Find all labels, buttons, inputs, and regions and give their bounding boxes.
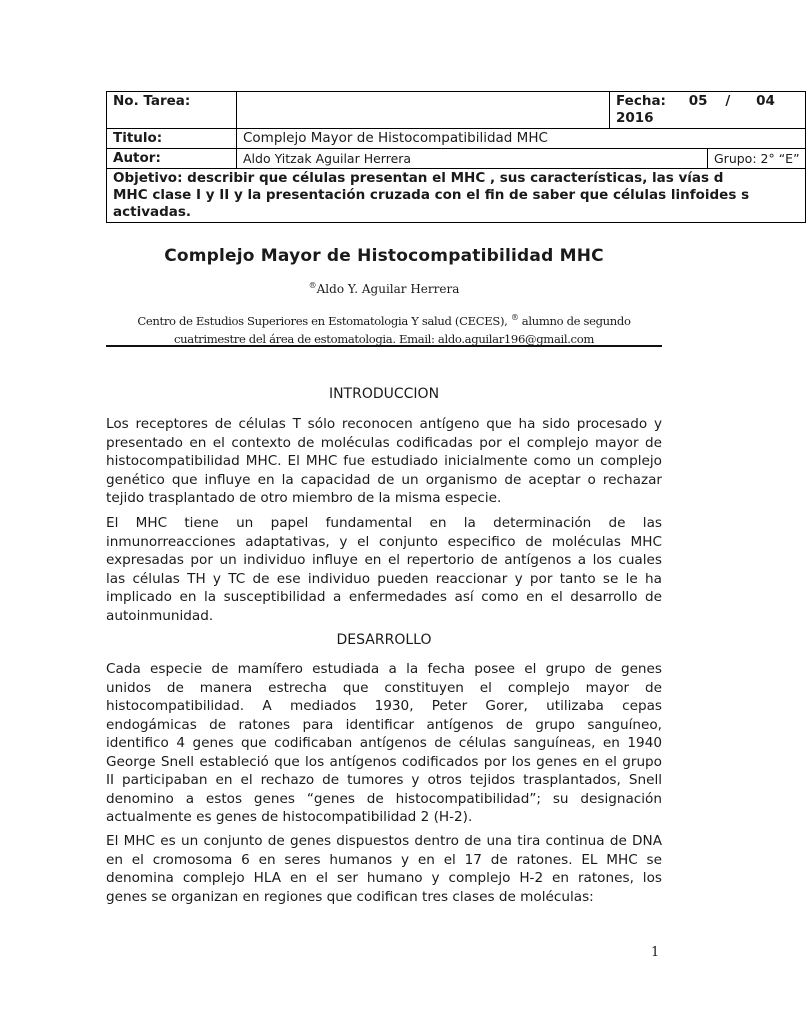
text-line: Cada especie de mamífero estudiada a la fecha posee el grupo de genes: [106, 661, 662, 677]
affiliation-line-1: [106, 309, 662, 330]
titulo-value: Complejo Mayor de Histocompatibilidad MHC: [237, 129, 806, 149]
no-tarea-label: No. Tarea:: [107, 92, 237, 129]
text-line: II participaban en el rechazo de tumores y otros tejidos trasplantados, Snell: [106, 772, 662, 788]
header-row-titulo: [107, 129, 806, 149]
autor-label: Autor:: [107, 149, 237, 169]
text-line: unidos de manera estrecha que constituyen el complejo mayor de: [106, 679, 662, 696]
text-line: genes se organizan en regiones que codifican tres clases de moléculas:: [106, 888, 594, 905]
objetivo-line: MHC clase I y II y la presentación cruzada con el fin de saber que células linfoides s: [113, 187, 750, 203]
objetivo-line: activadas.: [113, 204, 192, 220]
text-line: endogámicas de ratones para identificar antígenos de grupo sanguíneo,: [106, 716, 662, 733]
assignment-header-table: [106, 91, 806, 223]
text-line: inmunorreacciones adaptativas, y el conjunto especifico de moléculas MHC: [106, 533, 662, 550]
text-line: implicado en la susceptibilidad a enfermedades así como en el desarrollo de: [106, 589, 662, 605]
fecha-sep: /: [725, 93, 731, 109]
title-divider: [106, 345, 662, 347]
fecha-month: 04: [756, 93, 775, 109]
header-row-autor: [107, 149, 806, 169]
text-line: denomino a estos genes “genes de histocompatibilidad”; su designación: [106, 790, 662, 807]
text-line: tejido trasplantado de otro miembro de la misma especie.: [106, 490, 502, 506]
intro-paragraph-1: [106, 415, 662, 508]
text-line: histocompatibilidad. A mediados 1930, Peter Gorer, utilizaba cepas: [106, 698, 662, 714]
fecha-day: 05: [688, 93, 708, 109]
no-tarea-value: [237, 92, 610, 129]
affiliation-institution: Centro de Estudios Superiores en Estomatologia Y salud (CECES),: [137, 313, 508, 328]
affiliation-mark: ®: [510, 313, 519, 322]
text-line: denomina complejo HLA en el ser humano y complejo H-2 en ratones, los: [106, 870, 662, 886]
text-line: presentado en el contexto de moléculas codificadas por el complejo mayor de: [106, 434, 662, 451]
fecha-year: 2016: [616, 110, 654, 126]
fecha-cell: [610, 92, 806, 129]
page-number: 1: [651, 945, 660, 960]
introduccion-heading: INTRODUCCION: [328, 386, 440, 402]
text-line: en el cromosoma 6 en seres humanos y en el 17 de ratones. EL MHC se: [106, 851, 662, 868]
author-name: Aldo Y. Aguilar Herrera: [316, 282, 460, 296]
desarrollo-paragraph-2: [106, 832, 662, 906]
text-line: Los receptores de células T sólo reconocen antígeno que ha sido procesado y: [106, 416, 662, 432]
autor-value: Aldo Yitzak Aguilar Herrera: [237, 149, 708, 169]
titulo-label: Titulo:: [107, 129, 237, 149]
affiliation-line-2: cuatrimestre del área de estomatologia. Email: aldo.aguilar196@gmail.com: [174, 331, 594, 346]
header-row-tarea: [107, 92, 806, 129]
author-mark: ®: [308, 281, 317, 290]
grupo-value: Grupo: 2° “E”: [708, 149, 806, 169]
text-line: histocompatibilidad MHC. El MHC fue estudiado inicialmente como un complejo: [106, 453, 662, 469]
objetivo-line: Objetivo: describir que células presentan el MHC , sus características, las vías d: [113, 170, 724, 186]
article-title: Complejo Mayor de Histocompatibilidad MHC: [164, 246, 604, 266]
text-line: las células TH y TC de ese individuo pueden reaccionar y por tanto se le ha: [106, 570, 662, 587]
text-line: El MHC es un conjunto de genes dispuestos dentro de una tira continua de DNA: [106, 833, 662, 849]
affiliation: [106, 309, 662, 348]
text-line: genético que influye en la capacidad de un organismo de aceptar o rechazar: [106, 471, 662, 488]
text-line: identifico 4 genes que codificaban antígenos de células sanguíneas, en 1940: [106, 735, 662, 751]
affiliation-role: alumno de segundo: [518, 313, 631, 328]
objetivo-cell: [107, 169, 806, 223]
author-line: [0, 281, 768, 296]
text-line: George Snell estableció que los antígenos codificados por los genes en el grupo: [106, 753, 662, 770]
text-line: actualmente es genes de histocompatibilidad 2 (H-2).: [106, 809, 473, 825]
header-row-objetivo: [107, 169, 806, 223]
text-line: El MHC tiene un papel fundamental en la determinación de las: [106, 515, 662, 531]
fecha-label: Fecha:: [616, 93, 666, 109]
text-line: autoinmunidad.: [106, 607, 214, 624]
desarrollo-paragraph-1: [106, 660, 662, 827]
text-line: expresadas por un individuo influye en el repertorio de antígenos a los cuales: [106, 552, 662, 568]
intro-paragraph-2: [106, 514, 662, 625]
desarrollo-heading: DESARROLLO: [336, 632, 432, 648]
